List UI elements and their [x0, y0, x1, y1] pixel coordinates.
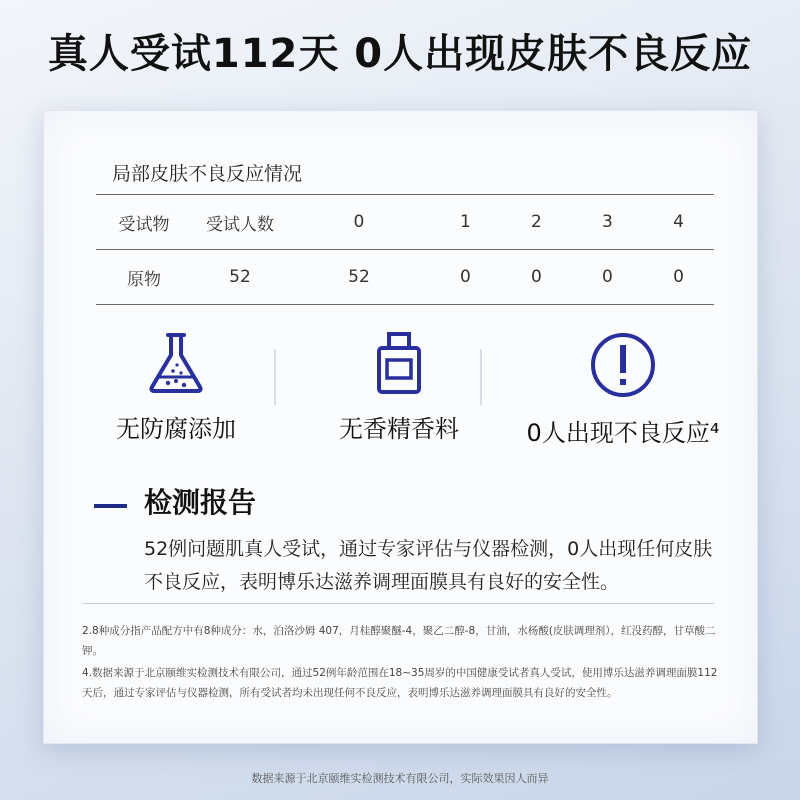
footnotes — [82, 621, 722, 705]
feature-zero-adverse — [508, 321, 738, 448]
table-cell: 0 — [643, 250, 714, 305]
report-body: 52例问题肌真人受试，通过专家评估与仪器检测，0人出现任何皮肤不良反应，表明博乐达滋养调理面膜具有良好的安全性。 — [144, 538, 713, 593]
feature-row — [44, 321, 757, 451]
table-cell: 52 — [192, 250, 288, 305]
report-title-bar — [94, 504, 127, 508]
table-header-cell: 0 — [288, 195, 430, 250]
table-header-cell: 2 — [501, 195, 572, 250]
feature-no-preservatives — [61, 321, 291, 444]
table-cell: 52 — [288, 250, 430, 305]
divider — [480, 349, 482, 405]
table-cell: 0 — [572, 250, 643, 305]
adverse-reaction-table — [96, 194, 714, 305]
footnote: 4.数据来源于北京颐维实检测技术有限公司，通过52例年龄范围在18~35周岁的中国健康受试者真人受试，使用博乐达滋养调理面膜112天后，通过专家评估与仪器检测，所有受试者均未出现任何不良反应，表明博乐达滋养调理面膜具有良好的安全性。 — [82, 667, 718, 699]
table-cell: 原物 — [96, 250, 192, 305]
footnote: 2.8种成分指产品配方中有8种成分：水，泊洛沙姆 407，月桂醇聚醚-4，聚乙二醇-8，甘油，水杨酸(皮肤调理剂），红没药醇，甘草酸二钾。 — [82, 625, 716, 657]
perfume-bottle-icon — [367, 331, 431, 395]
table-row — [96, 250, 714, 305]
report-title: 检测报告 — [144, 486, 257, 519]
table-header-cell: 3 — [572, 195, 643, 250]
table-caption: 局部皮肤不良反应情况 — [112, 163, 303, 185]
table-header-cell: 受试人数 — [192, 195, 288, 250]
page-headline: 真人受试112天 0人出现皮肤不良反应 — [47, 31, 753, 77]
feature-label: 0人出现不良反应⁴ — [526, 419, 720, 447]
table-cell: 0 — [430, 250, 501, 305]
feature-label: 无香精香料 — [339, 415, 459, 443]
table-header-cell: 受试物 — [96, 195, 192, 250]
content-card — [43, 110, 758, 744]
table-cell: 0 — [501, 250, 572, 305]
feature-label: 无防腐添加 — [116, 415, 236, 443]
exclamation-circle-icon — [589, 331, 657, 399]
table-header-row — [96, 195, 714, 250]
table-header-cell: 1 — [430, 195, 501, 250]
flask-icon — [144, 331, 208, 395]
table-header-cell: 4 — [643, 195, 714, 250]
divider — [274, 349, 276, 405]
footer-note: 数据来源于北京颐维实检测技术有限公司，实际效果因人而异 — [251, 772, 549, 785]
divider — [82, 603, 714, 604]
